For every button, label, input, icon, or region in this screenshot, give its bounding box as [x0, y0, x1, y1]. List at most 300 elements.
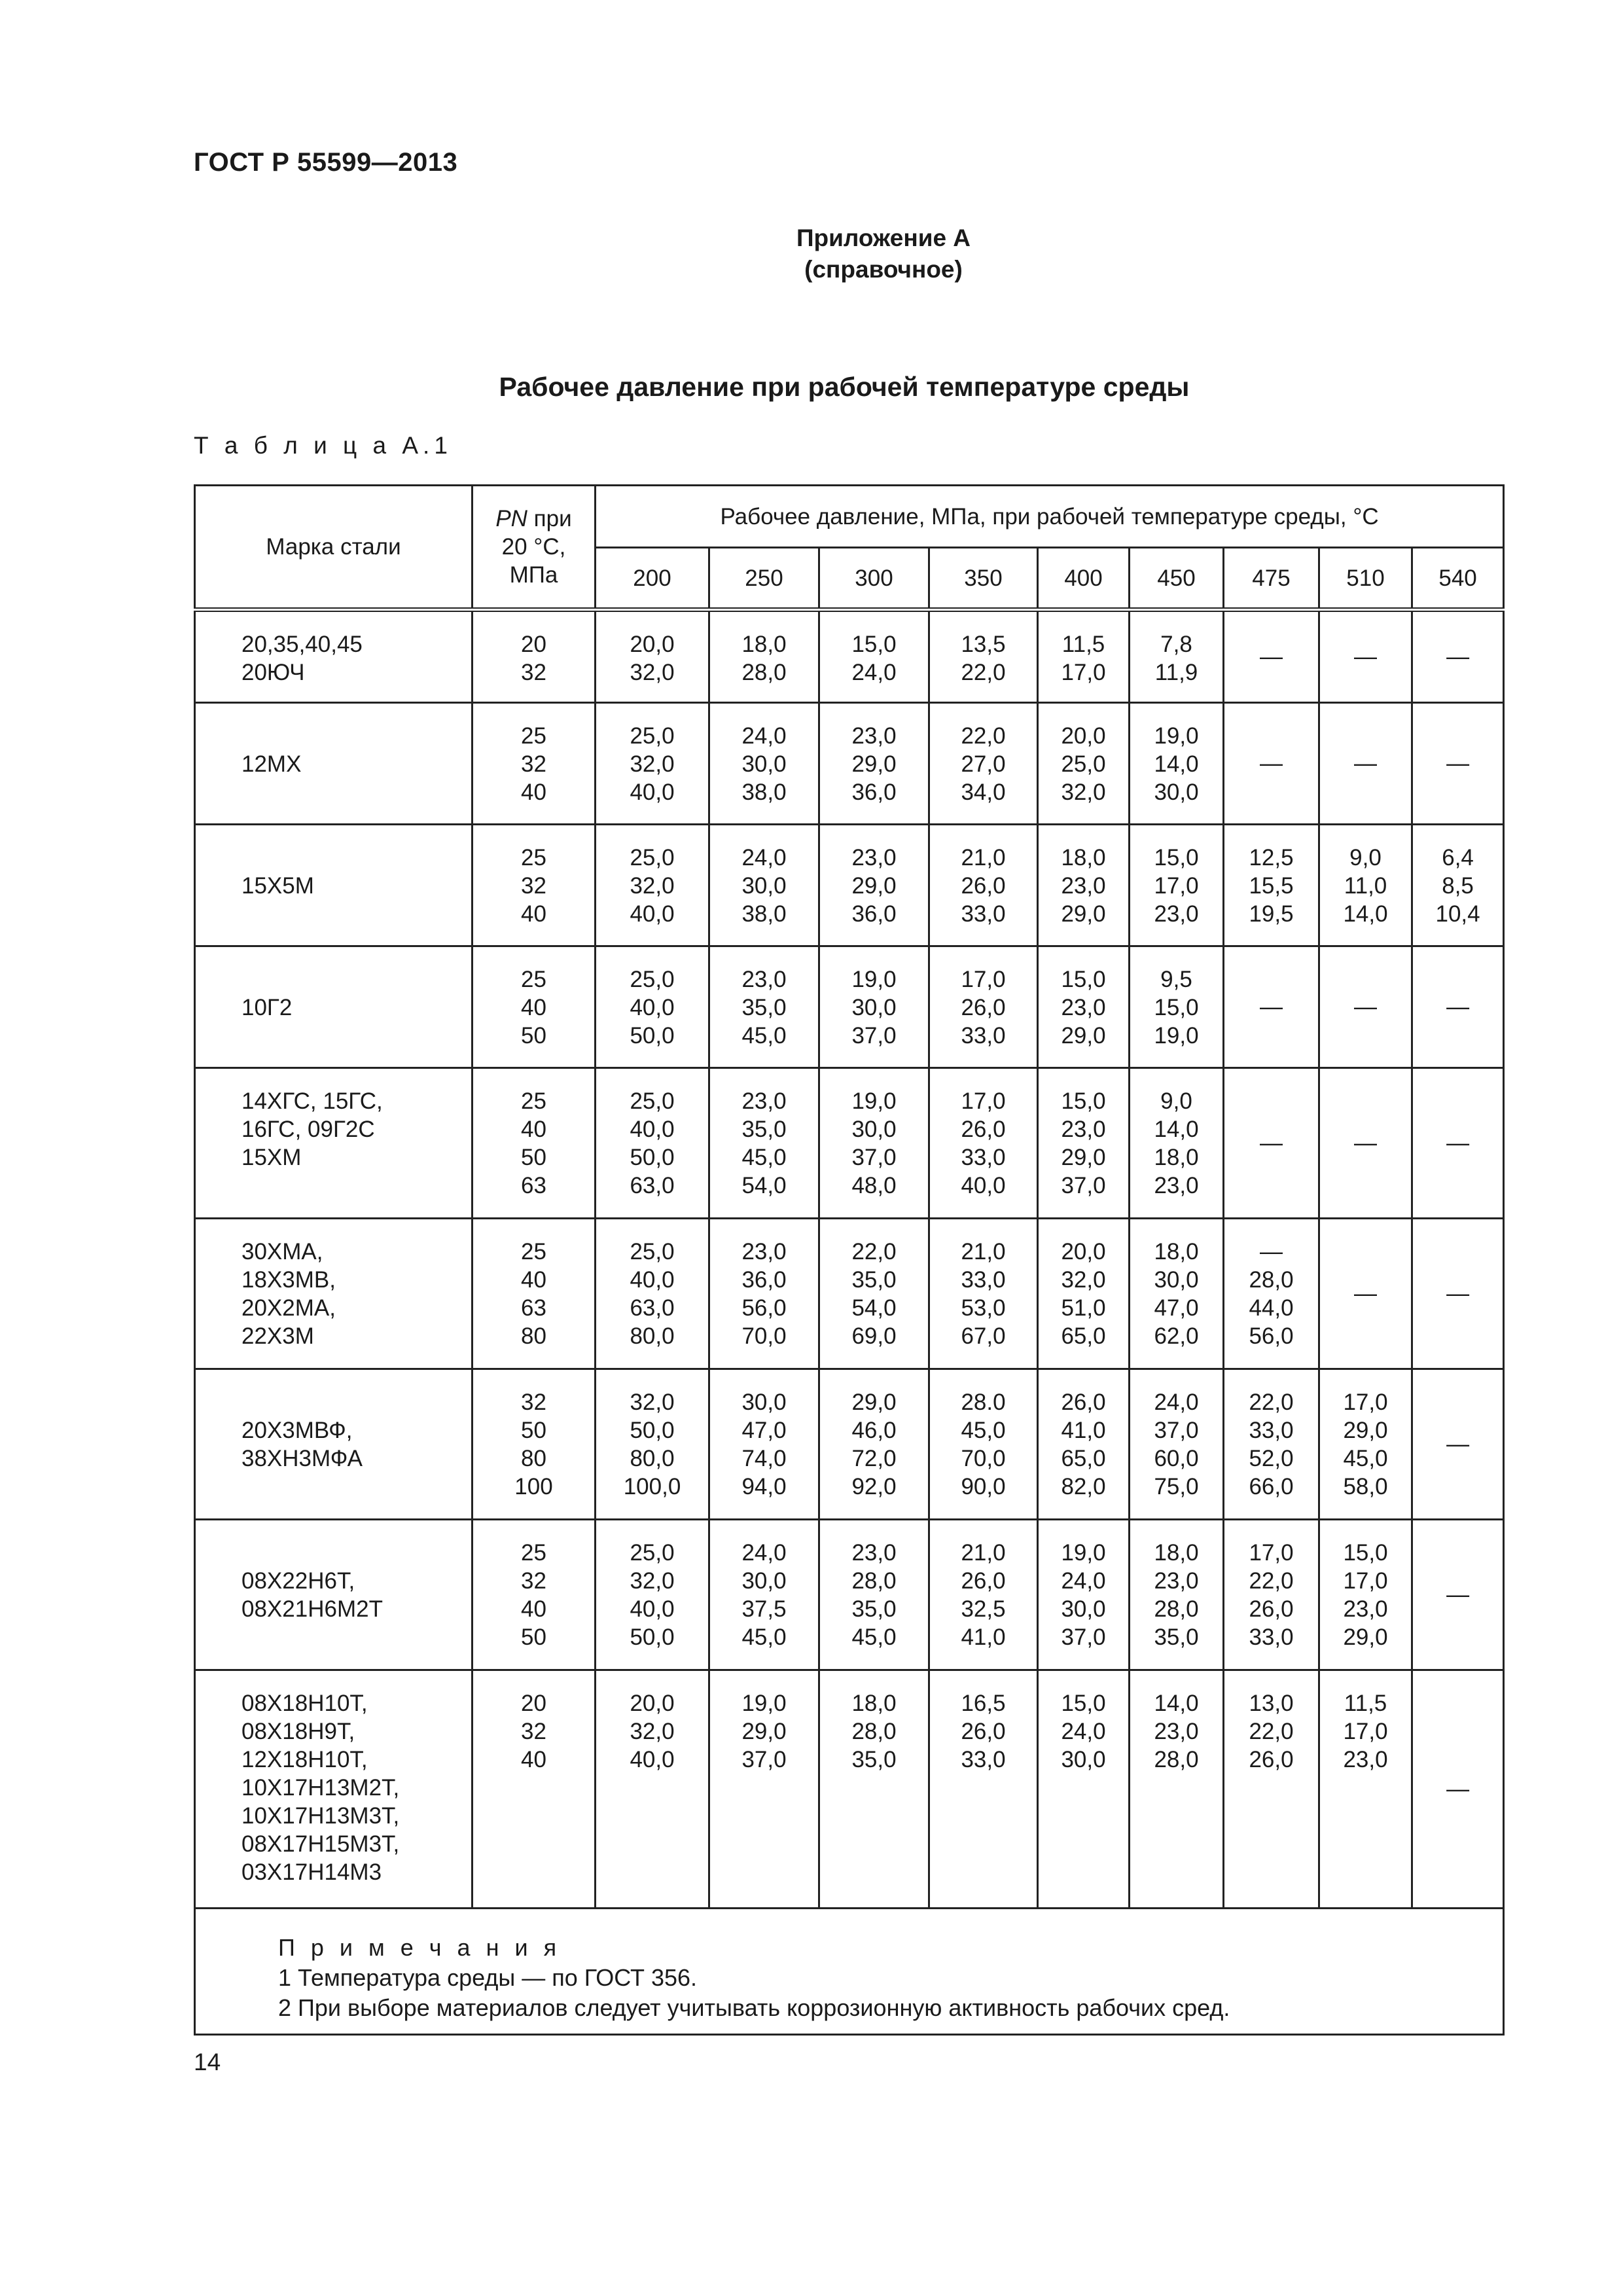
- pn-cell: [473, 703, 596, 825]
- pressure-value: 47,0: [1154, 1295, 1199, 1321]
- pressure-value: 54,0: [741, 1173, 787, 1198]
- pressure-table: [194, 484, 1505, 2036]
- page-number: 14: [194, 2049, 221, 2075]
- pressure-value: 29,0: [1061, 901, 1106, 927]
- empty-dash-cell: —: [1412, 703, 1504, 825]
- pressure-value: 60,0: [1154, 1446, 1199, 1471]
- pn-value: 40: [521, 1267, 546, 1293]
- pressure-cell: [596, 610, 709, 703]
- pressure-value: 11,5: [1061, 632, 1105, 657]
- pressure-value: 29,0: [851, 873, 897, 899]
- pressure-value: 22,0: [1249, 1568, 1294, 1594]
- pn-value: 40: [521, 780, 546, 805]
- pressure-value: 37,5: [741, 1596, 787, 1622]
- pressure-value: 13,0: [1249, 1691, 1294, 1716]
- pressure-value: 44,0: [1249, 1295, 1294, 1321]
- pressure-value: 25,0: [630, 1239, 675, 1265]
- pressure-value: 18,0: [1061, 845, 1106, 870]
- steel-grade: 08Х22Н6Т,: [241, 1568, 355, 1594]
- pn-cell: [473, 1068, 596, 1219]
- pressure-value: 30,0: [741, 873, 787, 899]
- pressure-value: 37,0: [1154, 1418, 1199, 1443]
- pressure-cell: [1130, 610, 1224, 703]
- pressure-value: 32,0: [630, 660, 675, 685]
- empty-dash-cell: —: [1412, 610, 1504, 703]
- empty-dash-cell: —: [1319, 703, 1412, 825]
- pressure-cell: [1224, 1219, 1319, 1369]
- pressure-value: 50,0: [630, 1023, 675, 1049]
- pn-value: 25: [521, 723, 546, 749]
- pressure-value: 14,0: [1154, 751, 1199, 777]
- pressure-value: 15,5: [1249, 873, 1294, 899]
- pressure-value: 63,0: [630, 1173, 675, 1198]
- pressure-value: 23,0: [851, 845, 897, 870]
- table-label: Т а б л и ц а А.1: [194, 432, 452, 459]
- pn-cell: [473, 1369, 596, 1520]
- pn-value: 63: [521, 1173, 546, 1198]
- pressure-value: 32,0: [630, 1719, 675, 1744]
- pressure-value: 15,0: [851, 632, 897, 657]
- pressure-value: 53,0: [961, 1295, 1006, 1321]
- pressure-value: 37,0: [851, 1145, 897, 1170]
- pressure-value: 23,0: [1154, 1719, 1199, 1744]
- pn-value: 32: [521, 1568, 546, 1594]
- pressure-cell: [929, 703, 1038, 825]
- steel-grade: 18Х3МВ,: [241, 1267, 336, 1293]
- pressure-value: 25,0: [630, 1540, 675, 1566]
- pressure-value: 18,0: [741, 632, 787, 657]
- pressure-value: —: [1260, 1239, 1283, 1265]
- pressure-value: 11,5: [1344, 1691, 1387, 1716]
- empty-dash-cell: —: [1224, 703, 1319, 825]
- pressure-value: 66,0: [1249, 1474, 1294, 1499]
- steel-grade: 10Х17Н13М3Т,: [241, 1803, 400, 1829]
- pn-value: 40: [521, 1747, 546, 1772]
- pressure-cell: [709, 1670, 819, 1909]
- pressure-value: 22,0: [1249, 1719, 1294, 1744]
- pressure-cell: [1130, 1219, 1224, 1369]
- empty-dash-cell: —: [1319, 610, 1412, 703]
- pressure-value: 30,0: [741, 751, 787, 777]
- pressure-value: 41,0: [1061, 1418, 1106, 1443]
- pressure-value: 13,5: [961, 632, 1006, 657]
- table-row: [195, 825, 1504, 946]
- pressure-cell: [1038, 1369, 1130, 1520]
- steel-grade: 08Х18Н9Т,: [241, 1719, 355, 1744]
- pressure-value: 100,0: [623, 1474, 681, 1499]
- pressure-cell: [819, 946, 929, 1068]
- steel-grade: 20ЮЧ: [241, 660, 305, 685]
- steel-grade-cell: [195, 703, 473, 825]
- pressure-value: 24,0: [741, 723, 787, 749]
- steel-grade: [241, 1539, 471, 1567]
- pressure-value: 94,0: [741, 1474, 787, 1499]
- empty-dash-cell: —: [1412, 1219, 1504, 1369]
- pn-value: 63: [521, 1295, 546, 1321]
- pn-value: 80: [521, 1323, 546, 1349]
- pn-value: 32: [521, 751, 546, 777]
- pressure-value: 22,0: [961, 723, 1006, 749]
- pressure-cell: [1319, 1670, 1412, 1909]
- steel-grade: 03Х17Н14М3: [241, 1859, 382, 1885]
- pressure-cell: [596, 825, 709, 946]
- pressure-value: 17,0: [1061, 660, 1106, 685]
- pressure-value: 40,0: [961, 1173, 1006, 1198]
- steel-grade: 14ХГС, 15ГС,: [241, 1088, 383, 1114]
- empty-dash-cell: —: [1224, 1068, 1319, 1219]
- empty-dash-cell: —: [1319, 1219, 1412, 1369]
- pn-value: 50: [521, 1145, 546, 1170]
- pressure-value: 45,0: [961, 1418, 1006, 1443]
- pressure-value: 40,0: [630, 1747, 675, 1772]
- pressure-value: 30,0: [1154, 1267, 1199, 1293]
- pressure-value: 41,0: [961, 1624, 1006, 1650]
- pressure-value: 29,0: [1061, 1023, 1106, 1049]
- pn-value: 32: [521, 660, 546, 685]
- pressure-value: 23,0: [741, 1088, 787, 1114]
- pressure-value: 23,0: [1061, 995, 1106, 1020]
- pressure-value: 25,0: [630, 967, 675, 992]
- pressure-value: 45,0: [741, 1145, 787, 1170]
- pressure-value: 65,0: [1061, 1323, 1106, 1349]
- pressure-value: 50,0: [630, 1145, 675, 1170]
- header-pn-line3: МПа: [509, 562, 558, 588]
- pressure-value: 22,0: [1249, 1390, 1294, 1415]
- pressure-cell: [596, 1670, 709, 1909]
- pressure-value: 26,0: [961, 873, 1006, 899]
- pressure-value: 8,5: [1442, 873, 1474, 899]
- pressure-value: 72,0: [851, 1446, 897, 1471]
- table-row: [195, 1068, 1504, 1219]
- pressure-value: 28,0: [851, 1719, 897, 1744]
- pressure-cell: [929, 1670, 1038, 1909]
- pressure-value: 33,0: [1249, 1624, 1294, 1650]
- pn-value: 40: [521, 995, 546, 1020]
- pressure-value: 15,0: [1061, 967, 1106, 992]
- pressure-value: 17,0: [1154, 873, 1199, 899]
- pressure-value: 23,0: [741, 967, 787, 992]
- pn-cell: [473, 1219, 596, 1369]
- header-pressure-group: Рабочее давление, МПа, при рабочей температуре среды, °С: [596, 486, 1504, 548]
- steel-grade: 20,35,40,45: [241, 632, 363, 657]
- pressure-cell: [596, 1369, 709, 1520]
- pn-value: 100: [514, 1474, 553, 1499]
- pressure-cell: [1038, 825, 1130, 946]
- pressure-value: 37,0: [851, 1023, 897, 1049]
- temperature-header: 300: [819, 548, 929, 610]
- pressure-value: 14,0: [1154, 1117, 1199, 1142]
- pressure-value: 40,0: [630, 1596, 675, 1622]
- table-row: [195, 1369, 1504, 1520]
- pressure-value: 63,0: [630, 1295, 675, 1321]
- pressure-value: 45,0: [741, 1624, 787, 1650]
- pressure-cell: [1038, 1068, 1130, 1219]
- steel-grade-cell: [195, 1369, 473, 1520]
- pressure-value: 24,0: [741, 845, 787, 870]
- appendix-subtitle: (справочное): [804, 256, 963, 283]
- pressure-cell: [1038, 610, 1130, 703]
- pressure-cell: [596, 703, 709, 825]
- pressure-value: 30,0: [741, 1390, 787, 1415]
- pressure-cell: [596, 1068, 709, 1219]
- pressure-cell: [709, 1068, 819, 1219]
- pressure-value: 32,0: [630, 1568, 675, 1594]
- steel-grade: [241, 1388, 471, 1416]
- empty-dash-cell: —: [1224, 946, 1319, 1068]
- pressure-value: 30,0: [1061, 1596, 1106, 1622]
- temperature-header: 475: [1224, 548, 1319, 610]
- pressure-value: 29,0: [741, 1719, 787, 1744]
- pressure-cell: [929, 1369, 1038, 1520]
- temperature-header: 250: [709, 548, 819, 610]
- pressure-value: 17,0: [1343, 1390, 1388, 1415]
- pressure-value: 30,0: [1154, 780, 1199, 805]
- steel-grade: 10Г2: [241, 995, 293, 1020]
- pressure-value: 56,0: [741, 1295, 787, 1321]
- pressure-value: 22,0: [851, 1239, 897, 1265]
- pressure-cell: [929, 1520, 1038, 1670]
- pn-value: 20: [521, 1691, 546, 1716]
- steel-grade-cell: [195, 1520, 473, 1670]
- pressure-cell: [1038, 1520, 1130, 1670]
- pressure-value: 19,0: [1061, 1540, 1106, 1566]
- notes-title: П р и м е ч а н и я: [278, 1934, 562, 1961]
- pressure-value: 32,0: [630, 873, 675, 899]
- pressure-value: 50,0: [630, 1624, 675, 1650]
- pressure-value: 26,0: [961, 1117, 1006, 1142]
- pressure-value: 32,5: [961, 1596, 1006, 1622]
- pn-value: 40: [521, 1117, 546, 1142]
- pn-cell: [473, 610, 596, 703]
- pressure-value: 23,0: [851, 1540, 897, 1566]
- pressure-value: 37,0: [741, 1747, 787, 1772]
- pressure-cell: [596, 1219, 709, 1369]
- pressure-value: 17,0: [961, 967, 1006, 992]
- pressure-value: 10,4: [1435, 901, 1480, 927]
- pressure-cell: [709, 610, 819, 703]
- pressure-value: 30,0: [851, 1117, 897, 1142]
- pressure-cell: [1038, 703, 1130, 825]
- pressure-value: 14,0: [1154, 1691, 1199, 1716]
- pressure-cell: [1130, 946, 1224, 1068]
- pressure-value: 52,0: [1249, 1446, 1294, 1471]
- pressure-value: 18,0: [1154, 1239, 1199, 1265]
- pressure-cell: [1224, 1520, 1319, 1670]
- pressure-value: 35,0: [741, 1117, 787, 1142]
- pressure-cell: [1130, 1068, 1224, 1219]
- pressure-value: 54,0: [851, 1295, 897, 1321]
- pn-value: 25: [521, 1088, 546, 1114]
- pressure-cell: [709, 1369, 819, 1520]
- pn-value: 25: [521, 1540, 546, 1566]
- pressure-value: 28,0: [1154, 1747, 1199, 1772]
- pressure-value: 9,5: [1160, 967, 1192, 992]
- pressure-value: 65,0: [1061, 1446, 1106, 1471]
- pressure-value: 33,0: [1249, 1418, 1294, 1443]
- pressure-value: 40,0: [630, 1267, 675, 1293]
- pressure-value: 24,0: [741, 1540, 787, 1566]
- steel-grade-cell: [195, 825, 473, 946]
- steel-grade: 15ХМ: [241, 1145, 302, 1170]
- pressure-value: 19,0: [741, 1691, 787, 1716]
- pressure-value: 40,0: [630, 1117, 675, 1142]
- pressure-value: 33,0: [961, 901, 1006, 927]
- pressure-value: 24,0: [1154, 1390, 1199, 1415]
- pressure-value: 36,0: [851, 901, 897, 927]
- pressure-value: 19,0: [851, 967, 897, 992]
- pressure-value: 23,0: [1061, 1117, 1106, 1142]
- pressure-value: 80,0: [630, 1323, 675, 1349]
- pressure-value: 74,0: [741, 1446, 787, 1471]
- pressure-value: 23,0: [851, 723, 897, 749]
- pressure-value: 24,0: [1061, 1568, 1106, 1594]
- pressure-value: 30,0: [851, 995, 897, 1020]
- pressure-value: 7,8: [1160, 632, 1192, 657]
- table-row: [195, 703, 1504, 825]
- pressure-value: 23,0: [1061, 873, 1106, 899]
- pressure-cell: [819, 1520, 929, 1670]
- pn-value: 50: [521, 1624, 546, 1650]
- pressure-value: 25,0: [630, 1088, 675, 1114]
- pressure-cell: [596, 1520, 709, 1670]
- steel-grade: [241, 722, 471, 750]
- pressure-cell: [1319, 825, 1412, 946]
- pressure-cell: [1130, 825, 1224, 946]
- pressure-value: 23,0: [741, 1239, 787, 1265]
- pressure-value: 40,0: [630, 780, 675, 805]
- steel-grade-cell: [195, 610, 473, 703]
- pressure-value: 21,0: [961, 845, 1006, 870]
- table-row: [195, 610, 1504, 703]
- pressure-value: 29,0: [1343, 1418, 1388, 1443]
- header-row: [195, 486, 1504, 548]
- pressure-value: 19,0: [1154, 1023, 1199, 1049]
- pressure-value: 6,4: [1442, 845, 1474, 870]
- pressure-cell: [819, 1068, 929, 1219]
- pressure-value: 46,0: [851, 1418, 897, 1443]
- pressure-cell: [819, 610, 929, 703]
- empty-dash-cell: —: [1412, 1369, 1504, 1520]
- pressure-value: 18,0: [851, 1691, 897, 1716]
- pressure-value: 26,0: [1061, 1390, 1106, 1415]
- notes-row: [195, 1909, 1504, 2035]
- steel-grade: 12Х18Н10Т,: [241, 1747, 368, 1772]
- steel-grade: 08Х18Н10Т,: [241, 1691, 368, 1716]
- pressure-value: 40,0: [630, 901, 675, 927]
- steel-grade: 38ХН3МФА: [241, 1446, 363, 1471]
- notes-cell: [195, 1909, 1504, 2035]
- temperature-header: 540: [1412, 548, 1504, 610]
- pressure-value: 17,0: [1343, 1568, 1388, 1594]
- pressure-value: 45,0: [851, 1624, 897, 1650]
- pn-value: 20: [521, 632, 546, 657]
- pressure-cell: [1130, 1520, 1224, 1670]
- pressure-value: 23,0: [1343, 1596, 1388, 1622]
- pressure-cell: [819, 1369, 929, 1520]
- steel-grade: 20Х3МВФ,: [241, 1418, 353, 1443]
- pressure-cell: [596, 946, 709, 1068]
- pressure-value: 24,0: [1061, 1719, 1106, 1744]
- steel-grade-cell: [195, 946, 473, 1068]
- pressure-value: 28,0: [1249, 1267, 1294, 1293]
- pressure-value: 23,0: [1154, 1173, 1199, 1198]
- pressure-value: 17,0: [1343, 1719, 1388, 1744]
- pressure-value: 17,0: [1249, 1540, 1294, 1566]
- pressure-value: 30,0: [741, 1568, 787, 1594]
- pressure-value: 25,0: [630, 723, 675, 749]
- pressure-value: 20,0: [1061, 1239, 1106, 1265]
- pressure-value: 70,0: [741, 1323, 787, 1349]
- pressure-value: 29,0: [1343, 1624, 1388, 1650]
- temperature-header: 450: [1130, 548, 1224, 610]
- pressure-cell: [709, 825, 819, 946]
- pressure-value: 80,0: [630, 1446, 675, 1471]
- pressure-value: 30,0: [1061, 1747, 1106, 1772]
- temperature-header: 350: [929, 548, 1038, 610]
- pressure-value: 33,0: [961, 1267, 1006, 1293]
- pn-value: 32: [521, 1390, 546, 1415]
- pn-value: 40: [521, 901, 546, 927]
- pressure-value: 50,0: [630, 1418, 675, 1443]
- pressure-value: 12,5: [1249, 845, 1294, 870]
- table-row: [195, 1520, 1504, 1670]
- steel-grade: 12МХ: [241, 751, 302, 777]
- pressure-value: 38,0: [741, 780, 787, 805]
- pressure-value: 16,5: [961, 1691, 1006, 1716]
- pressure-value: 27,0: [961, 751, 1006, 777]
- pressure-value: 82,0: [1061, 1474, 1106, 1499]
- pressure-value: 29,0: [1061, 1145, 1106, 1170]
- pressure-cell: [1224, 1369, 1319, 1520]
- temperature-header: 510: [1319, 548, 1412, 610]
- header-pn: [473, 486, 596, 610]
- pressure-value: 28,0: [1154, 1596, 1199, 1622]
- pressure-cell: [929, 946, 1038, 1068]
- pressure-value: 90,0: [961, 1474, 1006, 1499]
- pressure-value: 15,0: [1061, 1088, 1106, 1114]
- pressure-value: 32,0: [1061, 780, 1106, 805]
- empty-dash-cell: —: [1319, 946, 1412, 1068]
- pressure-value: 26,0: [961, 1568, 1006, 1594]
- header-pn-line1: PN при: [495, 506, 572, 531]
- pressure-value: 45,0: [1343, 1446, 1388, 1471]
- pressure-value: 18,0: [1154, 1540, 1199, 1566]
- pressure-value: 32,0: [1061, 1267, 1106, 1293]
- header-grade: Марка стали: [195, 486, 473, 610]
- pressure-cell: [929, 1068, 1038, 1219]
- steel-grade-cell: [195, 1068, 473, 1219]
- pressure-value: 26,0: [961, 1719, 1006, 1744]
- steel-grade-cell: [195, 1670, 473, 1909]
- pressure-value: 33,0: [961, 1747, 1006, 1772]
- empty-dash-cell: —: [1412, 946, 1504, 1068]
- document-code: ГОСТ Р 55599—2013: [194, 148, 458, 177]
- pressure-value: 36,0: [741, 1267, 787, 1293]
- pressure-cell: [709, 1219, 819, 1369]
- pressure-value: 35,0: [1154, 1624, 1199, 1650]
- pressure-value: 75,0: [1154, 1474, 1199, 1499]
- pressure-value: 22,0: [961, 660, 1006, 685]
- steel-grade: [241, 965, 471, 994]
- pressure-value: 15,0: [1154, 845, 1199, 870]
- appendix-title: Приложение А: [796, 224, 971, 251]
- pn-cell: [473, 825, 596, 946]
- pressure-value: 23,0: [1154, 1568, 1199, 1594]
- pressure-cell: [1038, 1219, 1130, 1369]
- steel-grade: 15Х5М: [241, 873, 314, 899]
- steel-grade: 22Х3М: [241, 1323, 314, 1349]
- temperature-header: 200: [596, 548, 709, 610]
